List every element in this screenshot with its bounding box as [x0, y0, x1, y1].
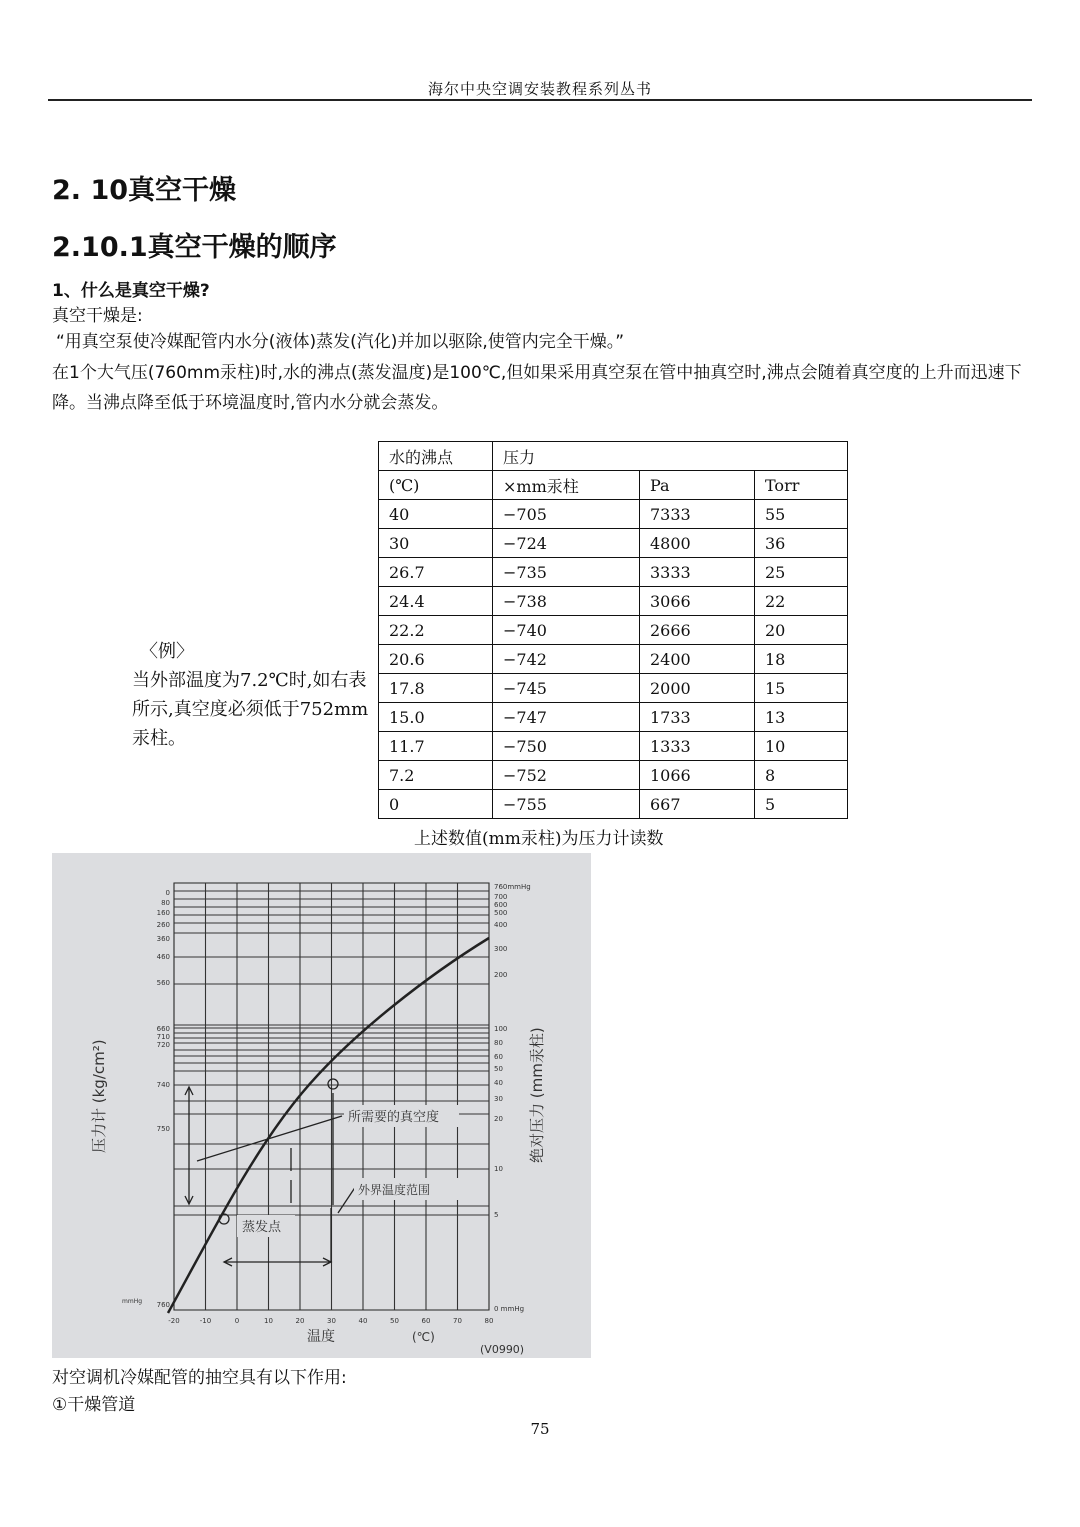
right-tick-label: 10	[494, 1165, 503, 1173]
table-row	[379, 732, 848, 761]
x-tick-label: 0	[234, 1317, 240, 1325]
left-tick-label: 260	[156, 921, 170, 929]
example-text: 当外部温度为7.2℃时,如右表所示,真空度必须低于752mm汞柱。	[132, 670, 369, 749]
cell-pa: 2400	[640, 645, 755, 674]
left-tick-label: 750	[156, 1125, 170, 1133]
left-tick-label: 0	[165, 889, 170, 897]
cell-pa: 3333	[640, 558, 755, 587]
cell-mmhg: −735	[493, 558, 640, 587]
header-mmhg: ×mm汞柱	[493, 471, 640, 500]
cell-boiling-point: 0	[379, 790, 493, 819]
right-bottom-label: 0 mmHg	[494, 1305, 525, 1313]
table-row	[379, 587, 848, 616]
x-tick-label: 60	[421, 1317, 431, 1325]
right-tick-label: 20	[494, 1115, 503, 1123]
cell-boiling-point: 17.8	[379, 674, 493, 703]
cell-torr: 22	[755, 587, 848, 616]
x-tick-label: -20	[168, 1317, 180, 1325]
left-tick-label: 760	[156, 1301, 170, 1309]
vacuum-chart-photo	[52, 853, 591, 1358]
left-tick-label: 160	[156, 909, 170, 917]
table-row	[379, 500, 848, 529]
cell-torr: 13	[755, 703, 848, 732]
table-row	[379, 761, 848, 790]
annotation-boiling-point: 蒸发点	[242, 1220, 282, 1235]
cell-boiling-point: 26.7	[379, 558, 493, 587]
example-label: 〈例〉	[140, 641, 194, 662]
right-tick-label: 500	[494, 909, 508, 917]
annotation-outside-temp: 外界温度范围	[358, 1183, 431, 1197]
header-rule	[48, 99, 1032, 101]
x-axis-label: 温度	[307, 1329, 335, 1345]
cell-pa: 2000	[640, 674, 755, 703]
x-tick-label: -10	[199, 1317, 212, 1325]
header-pressure: 压力	[493, 442, 848, 471]
right-tick-label: 5	[494, 1211, 499, 1219]
definition-quote: “用真空泵使冷媒配管内水分(液体)蒸发(汽化)并加以驱除,使管内完全干燥。”	[56, 332, 625, 352]
boiling-point-table	[378, 441, 848, 819]
x-tick-label: 30	[327, 1317, 336, 1325]
cell-boiling-point: 30	[379, 529, 493, 558]
right-tick-label: 80	[494, 1039, 503, 1047]
cell-pa: 1733	[640, 703, 755, 732]
left-bottom-label: mmHg	[122, 1298, 143, 1305]
table-row	[379, 790, 848, 819]
cell-mmhg: −740	[493, 616, 640, 645]
cell-boiling-point: 15.0	[379, 703, 493, 732]
cell-mmhg: −747	[493, 703, 640, 732]
cell-pa: 2666	[640, 616, 755, 645]
cell-mmhg: −705	[493, 500, 640, 529]
table-row	[379, 558, 848, 587]
table-row	[379, 703, 848, 732]
table-row	[379, 674, 848, 703]
x-tick-label: 20	[295, 1317, 305, 1325]
cell-torr: 20	[755, 616, 848, 645]
cell-pa: 7333	[640, 500, 755, 529]
question-heading: 1、什么是真空干燥?	[52, 281, 210, 301]
table-row	[379, 616, 848, 645]
page-number: 75	[530, 1420, 550, 1438]
header-boiling-point: 水的沸点	[379, 442, 493, 471]
cell-mmhg: −724	[493, 529, 640, 558]
right-tick-label: 40	[494, 1079, 503, 1087]
right-axis-label: 绝对压力 (mm汞柱)	[528, 1027, 546, 1163]
cell-mmhg: −738	[493, 587, 640, 616]
left-tick-label: 710	[156, 1033, 170, 1041]
left-tick-label: 560	[156, 979, 170, 987]
right-tick-label: 300	[494, 945, 508, 953]
left-tick-label: 660	[156, 1025, 170, 1033]
cell-boiling-point: 7.2	[379, 761, 493, 790]
right-top-label: 760mmHg	[494, 883, 531, 891]
x-tick-label: 70	[453, 1317, 462, 1325]
cell-torr: 18	[755, 645, 848, 674]
header-title: 海尔中央空调安装教程系列丛书	[427, 80, 652, 98]
right-tick-label: 60	[494, 1053, 503, 1061]
annotation-required-vacuum: 所需要的真空度	[348, 1110, 440, 1125]
right-tick-label: 600	[494, 901, 508, 909]
right-tick-label: 100	[494, 1025, 508, 1033]
x-axis-unit: (℃)	[412, 1330, 435, 1344]
cell-pa: 3066	[640, 587, 755, 616]
cell-torr: 8	[755, 761, 848, 790]
effects-intro: 对空调机冷媒配管的抽空具有以下作用:	[52, 1368, 347, 1388]
cell-pa: 1066	[640, 761, 755, 790]
cell-boiling-point: 20.6	[379, 645, 493, 674]
example-note	[132, 637, 372, 753]
cell-boiling-point: 40	[379, 500, 493, 529]
cell-mmhg: −755	[493, 790, 640, 819]
figure-code: (V0990)	[480, 1343, 525, 1356]
cell-pa: 667	[640, 790, 755, 819]
left-axis-label: 压力计 (kg/cm²)	[90, 1039, 108, 1153]
cell-boiling-point: 22.2	[379, 616, 493, 645]
table-caption: 上述数值(mm汞柱)为压力计读数	[414, 829, 664, 849]
cell-mmhg: −742	[493, 645, 640, 674]
cell-mmhg: −750	[493, 732, 640, 761]
section-subtitle: 2.10.1真空干燥的顺序	[52, 232, 337, 263]
x-tick-label: 50	[390, 1317, 399, 1325]
section-title: 2. 10真空干燥	[52, 175, 237, 206]
cell-mmhg: −745	[493, 674, 640, 703]
right-tick-label: 50	[494, 1065, 503, 1073]
cell-pa: 1333	[640, 732, 755, 761]
explanation-paragraph: 在1个大气压(760mm汞柱)时,水的沸点(蒸发温度)是100℃,但如果采用真空泵在管中抽真空时,沸点会随着真空度的上升而迅速下降。当沸点降至低于环境温度时,管内水分就会蒸发。	[52, 363, 1022, 413]
cell-pa: 4800	[640, 529, 755, 558]
left-tick-label: 740	[156, 1081, 170, 1089]
definition-label: 真空干燥是:	[52, 306, 143, 326]
cell-torr: 10	[755, 732, 848, 761]
table-row	[379, 645, 848, 674]
left-tick-label: 80	[161, 899, 170, 907]
cell-torr: 15	[755, 674, 848, 703]
vacuum-chart-svg	[52, 853, 591, 1358]
effect-item-1: ①干燥管道	[52, 1395, 136, 1415]
header-pa: Pa	[640, 471, 755, 500]
right-tick-label: 200	[494, 971, 508, 979]
x-tick-label: 80	[484, 1317, 494, 1325]
table-row	[379, 529, 848, 558]
x-tick-label: 10	[264, 1317, 273, 1325]
header-torr: Torr	[755, 471, 848, 500]
right-tick-label: 700	[494, 893, 508, 901]
cell-boiling-point: 24.4	[379, 587, 493, 616]
cell-torr: 36	[755, 529, 848, 558]
cell-boiling-point: 11.7	[379, 732, 493, 761]
cell-torr: 5	[755, 790, 848, 819]
x-tick-label: 40	[358, 1317, 368, 1325]
right-tick-label: 400	[494, 921, 508, 929]
cell-mmhg: −752	[493, 761, 640, 790]
left-tick-label: 360	[156, 935, 170, 943]
cell-torr: 25	[755, 558, 848, 587]
header-boiling-unit: (℃)	[379, 471, 493, 500]
photo-background	[52, 853, 591, 1358]
right-tick-label: 30	[494, 1095, 503, 1103]
cell-torr: 55	[755, 500, 848, 529]
left-tick-label: 460	[156, 953, 170, 961]
left-tick-label: 720	[156, 1041, 170, 1049]
